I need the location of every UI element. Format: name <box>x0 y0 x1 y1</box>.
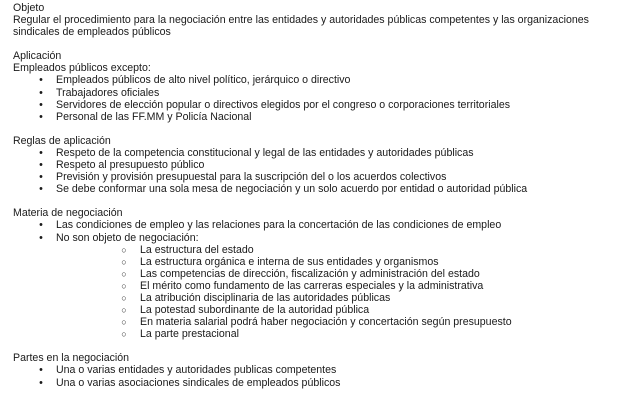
bullet-icon: • <box>39 146 43 159</box>
partes-list <box>13 364 638 388</box>
aplicacion-intro: Empleados públicos excepto: <box>13 62 151 75</box>
circle-bullet-icon: ○ <box>121 280 127 291</box>
list-item-text: Trabajadores oficiales <box>56 86 160 99</box>
heading-objeto: Objeto <box>13 2 45 14</box>
aplicacion-list <box>13 74 638 122</box>
sub-list-item-text: El mérito como fundamento de las carreras especiales y la administrativa <box>140 279 484 292</box>
sub-list-item <box>56 280 638 292</box>
list-item-text: Las condiciones de empleo y las relaciones para la concertación de las condiciones de empleo <box>56 219 502 232</box>
bullet-icon: • <box>39 171 43 184</box>
heading-materia: Materia de negociación <box>13 207 123 220</box>
list-item-text: Una o varias asociaciones sindicales de empleados públicos <box>56 376 341 389</box>
list-item <box>13 183 638 195</box>
list-item-text: Empleados públicos de alto nivel político, jerárquico o directivo <box>56 74 351 87</box>
sub-list-item-text: En materia salarial podrá haber negociación y concertación según presupuesto <box>140 316 512 329</box>
sub-list-item <box>56 256 638 268</box>
bullet-icon: • <box>39 376 43 389</box>
list-item <box>13 219 638 231</box>
list-item <box>13 171 638 183</box>
bullet-icon: • <box>39 74 43 87</box>
heading-reglas: Reglas de aplicación <box>13 134 111 147</box>
list-item <box>13 159 638 171</box>
section-reglas <box>13 135 638 195</box>
list-item-text: Personal de las FF.MM y Policía Nacional <box>56 110 252 123</box>
list-item-text: Previsión y provisión presupuestal para la suscripción del o los acuerdos colectivos <box>56 171 447 184</box>
list-item-text: Se debe conformar una sola mesa de negociación y un solo acuerdo por entidad o autoridad pública <box>56 183 528 196</box>
sub-list-item <box>56 268 638 280</box>
bullet-icon: • <box>39 110 43 123</box>
bullet-icon: • <box>39 86 43 99</box>
circle-bullet-icon: ○ <box>121 305 127 316</box>
section-materia <box>13 207 638 340</box>
list-item <box>13 111 638 123</box>
section-objeto <box>13 2 638 38</box>
document <box>13 2 638 389</box>
sub-list-item-text: Las competencias de dirección, fiscalización y administración del estado <box>140 267 480 280</box>
bullet-icon: • <box>39 219 43 232</box>
list-item-text: Una o varias entidades y autoridades publicas competentes <box>56 364 337 377</box>
list-item <box>13 99 638 111</box>
sub-list-item-text: La potestad subordinante de la autoridad pública <box>140 304 370 317</box>
circle-bullet-icon: ○ <box>121 256 127 267</box>
list-item-text: Respeto al presupuesto público <box>56 159 205 172</box>
list-item <box>13 87 638 99</box>
bullet-icon: • <box>39 231 43 244</box>
circle-bullet-icon: ○ <box>121 268 127 279</box>
list-item-text: Servidores de elección popular o directivos elegidos por el congreso o corporaciones territoriales <box>56 98 511 111</box>
sub-list-item-text: La atribución disciplinaria de las autoridades públicas <box>140 291 391 304</box>
bullet-icon: • <box>39 159 43 172</box>
section-partes <box>13 352 638 388</box>
sub-list-item <box>56 244 638 256</box>
circle-bullet-icon: ○ <box>121 292 127 303</box>
heading-aplicacion: Aplicación <box>13 50 62 63</box>
circle-bullet-icon: ○ <box>121 244 127 255</box>
sub-list-item-text: La estructura orgánica e interna de sus entidades y organismos <box>140 255 439 268</box>
sub-list-item <box>56 328 638 340</box>
sub-list-item-text: La parte prestacional <box>140 328 239 341</box>
list-item <box>13 364 638 376</box>
section-aplicacion <box>13 50 638 123</box>
heading-partes: Partes en la negociación <box>13 352 130 365</box>
sub-list-item <box>56 292 638 304</box>
reglas-list <box>13 147 638 195</box>
sub-list-item <box>56 304 638 316</box>
list-item <box>13 147 638 159</box>
circle-bullet-icon: ○ <box>121 329 127 340</box>
bullet-icon: • <box>39 98 43 111</box>
list-item <box>13 377 638 389</box>
circle-bullet-icon: ○ <box>121 317 127 328</box>
exclusions-sublist <box>56 244 638 341</box>
bullet-icon: • <box>39 364 43 377</box>
list-item <box>13 74 638 86</box>
list-item-text: Respeto de la competencia constitucional y legal de las entidades y autoridades públicas <box>56 146 474 159</box>
list-item-text: No son objeto de negociación: <box>56 231 199 244</box>
materia-list <box>13 219 638 340</box>
objeto-text: Regular el procedimiento para la negociación entre las entidades y autoridades públicas competentes y las organizaciones sindicales de empleados públicos <box>13 14 589 39</box>
bullet-icon: • <box>39 183 43 196</box>
sub-list-item-text: La estructura del estado <box>140 243 254 256</box>
list-item <box>13 232 638 341</box>
sub-list-item <box>56 316 638 328</box>
